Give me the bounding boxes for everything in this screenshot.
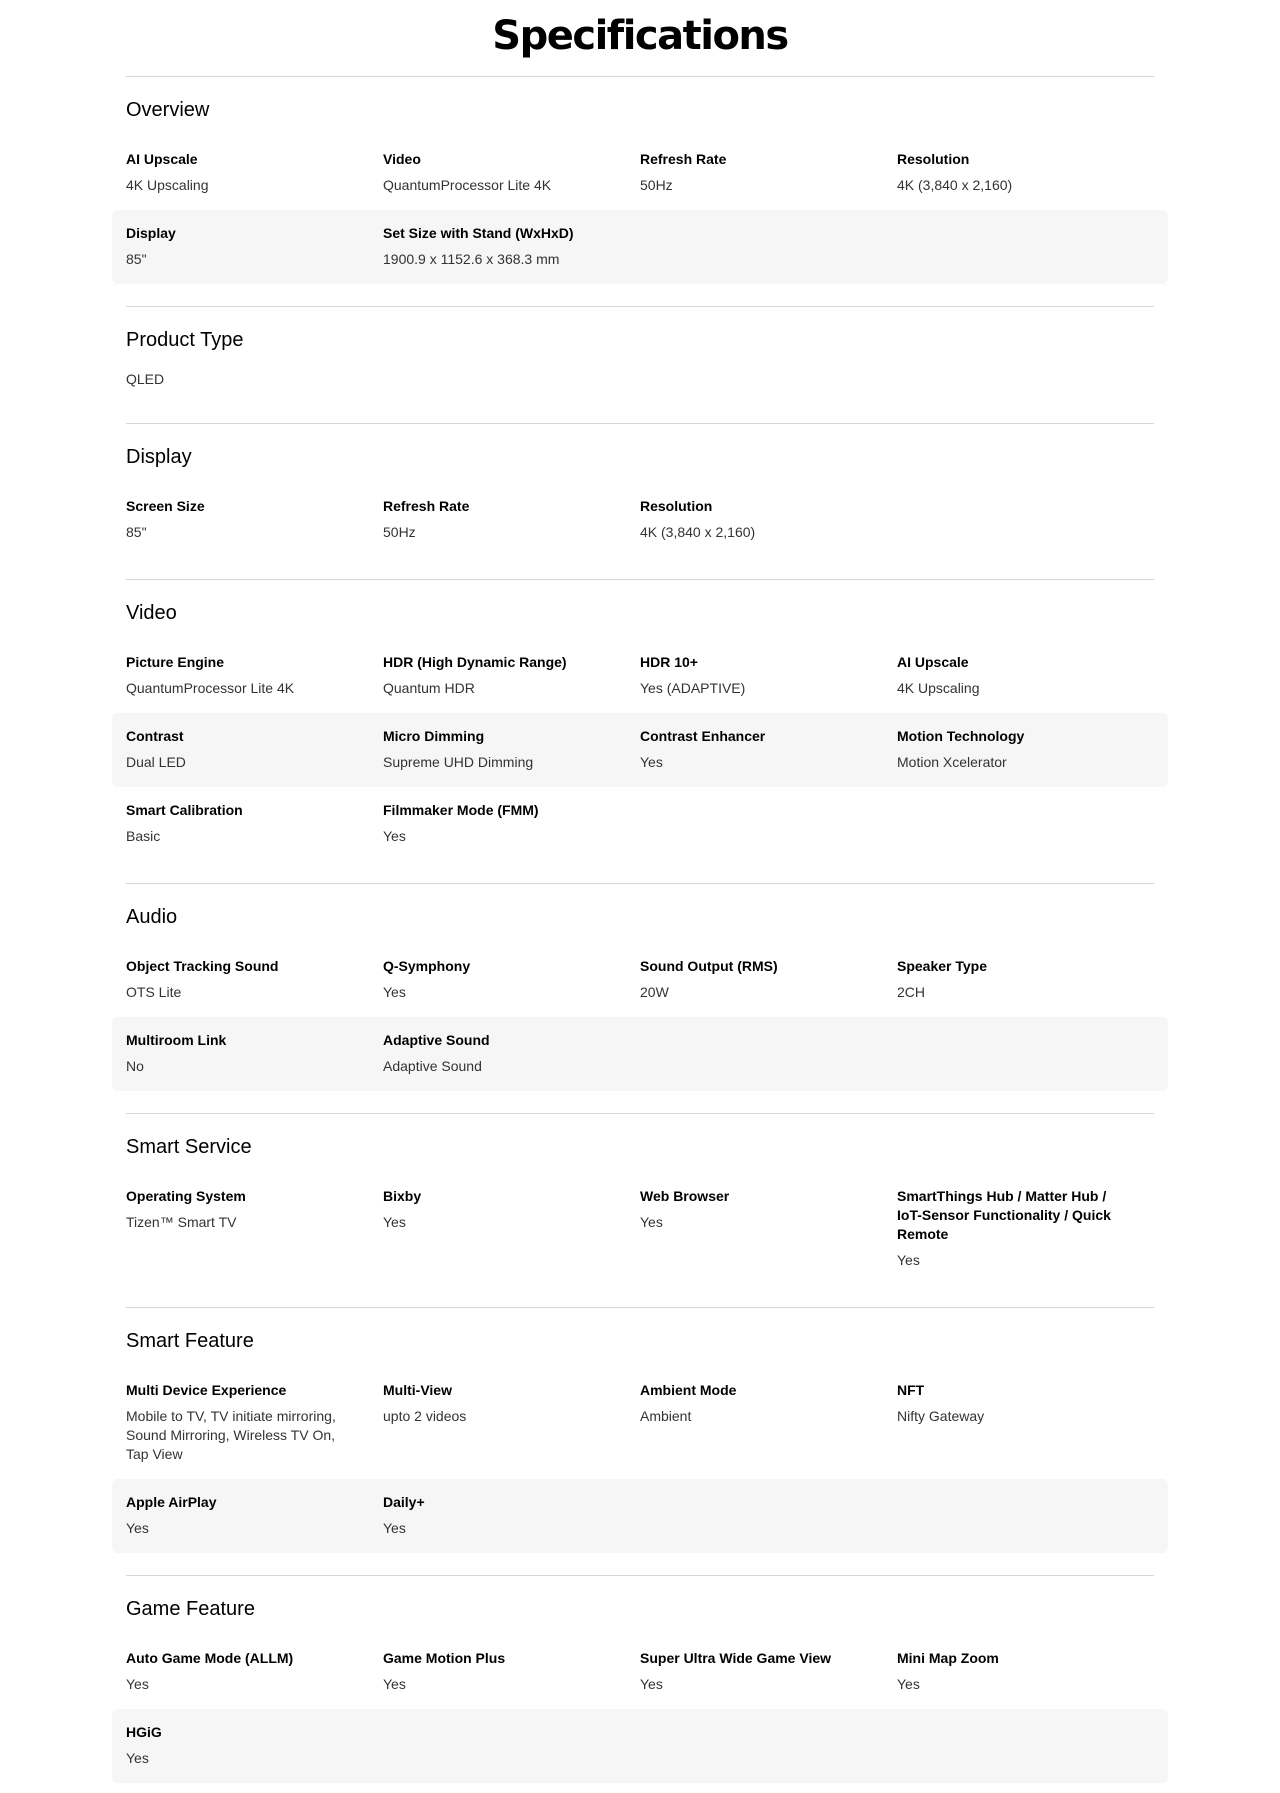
spec-label: Refresh Rate [640,151,727,167]
spec-label: Sound Output (RMS) [640,958,778,974]
spec-label: Smart Calibration [126,802,243,818]
spec-value: Yes [383,1520,406,1536]
spec-value: Ambient [640,1408,692,1424]
spec-value: 4K Upscaling [126,177,209,193]
spec-item [126,727,383,772]
spec-row [112,483,1168,557]
spec-value: Quantum HDR [383,680,475,696]
spec-item [383,1031,640,1076]
spec-item [640,653,897,698]
spec-value: 85" [126,524,147,540]
page-title: Specifications [492,13,788,59]
section-title: Smart Service [126,1136,252,1158]
spec-grid [126,1635,1154,1783]
spec-value: 20W [640,984,669,1000]
spec-value: 4K (3,840 x 2,160) [640,524,756,540]
section-title: Audio [126,906,178,928]
spec-label: Mini Map Zoom [897,1650,999,1666]
spec-item [383,1649,640,1694]
spec-label: Speaker Type [897,958,988,974]
spec-label: Super Ultra Wide Game View [640,1650,832,1666]
spec-label: Multi Device Experience [126,1382,287,1398]
spec-label: Operating System [126,1188,246,1204]
spec-row [112,639,1168,713]
spec-item [897,653,1154,698]
spec-label: Web Browser [640,1188,730,1204]
spec-item [383,801,640,846]
spec-label: Motion Technology [897,728,1025,744]
spec-row [112,787,1168,861]
spec-item [897,1649,1154,1694]
spec-item [126,1493,383,1538]
spec-value: OTS Lite [126,984,182,1000]
spec-value: Supreme UHD Dimming [383,754,534,770]
spec-value: Yes [640,754,663,770]
spec-item [640,957,897,1002]
spec-row [112,1017,1168,1091]
spec-value: Yes [126,1676,149,1692]
spec-section-overview [126,76,1154,306]
spec-row [112,1709,1168,1783]
spec-label: Set Size with Stand (WxHxD) [383,225,574,241]
section-title: Smart Feature [126,1330,254,1352]
spec-label: Picture Engine [126,654,225,670]
spec-value: Basic [126,828,161,844]
spec-label: Adaptive Sound [383,1032,490,1048]
spec-label: Q-Symphony [383,958,471,974]
spec-row [112,136,1168,210]
spec-item [383,653,640,698]
spec-value: Yes (ADAPTIVE) [640,680,746,696]
spec-label: HDR 10+ [640,654,698,670]
spec-value: Yes [897,1252,920,1268]
spec-item [126,1649,383,1694]
spec-grid [126,639,1154,861]
spec-section-video [126,579,1154,883]
spec-item [640,497,897,542]
spec-value: Mobile to TV, TV initiate mirroring, Sound Mirroring, Wireless TV On, Tap View [126,1408,336,1462]
spec-value: 50Hz [383,524,416,540]
spec-item [383,957,640,1002]
spec-section-display [126,423,1154,579]
spec-item [126,1187,383,1270]
spec-value: Yes [383,984,406,1000]
spec-value: QuantumProcessor Lite 4K [383,177,552,193]
spec-item [897,727,1154,772]
spec-value: Dual LED [126,754,186,770]
spec-value: QLED [126,371,165,387]
spec-item [383,1493,640,1538]
spec-section-game-feature [126,1575,1154,1793]
spec-label: Video [383,151,421,167]
spec-value: Yes [383,828,406,844]
section-title: Game Feature [126,1598,255,1620]
spec-item [897,957,1154,1002]
spec-label: Ambient Mode [640,1382,737,1398]
spec-row [112,1173,1168,1285]
spec-item [126,224,383,269]
spec-value: Yes [383,1214,406,1230]
spec-grid [126,483,1154,557]
spec-section-product-type [126,306,1154,423]
spec-grid [126,136,1154,284]
spec-item [383,150,640,195]
spec-value: Yes [640,1214,663,1230]
section-title: Display [126,446,192,468]
spec-label: Resolution [640,498,713,514]
spec-label: Contrast [126,728,184,744]
spec-row [112,713,1168,787]
spec-item [126,957,383,1002]
spec-row [112,1635,1168,1709]
spec-value: Yes [126,1750,149,1766]
spec-item [126,1031,383,1076]
spec-label: AI Upscale [126,151,198,167]
spec-row [112,1479,1168,1553]
spec-item [126,653,383,698]
spec-label: Resolution [897,151,970,167]
spec-grid [126,1173,1154,1285]
spec-label: Filmmaker Mode (FMM) [383,802,539,818]
spec-value: 50Hz [640,177,673,193]
spec-item [126,1381,383,1464]
spec-label: Auto Game Mode (ALLM) [126,1650,294,1666]
spec-item [383,224,640,269]
spec-label: Display [126,225,176,241]
spec-label: Bixby [383,1188,422,1204]
spec-grid [126,943,1154,1091]
spec-label: AI Upscale [897,654,969,670]
section-title: Product Type [126,329,244,351]
spec-section-audio [126,883,1154,1113]
spec-value: Yes [897,1676,920,1692]
spec-label: Apple AirPlay [126,1494,217,1510]
spec-label: Micro Dimming [383,728,485,744]
spec-value: 1900.9 x 1152.6 x 368.3 mm [383,251,560,267]
spec-sections [126,76,1154,1793]
spec-item [126,497,383,542]
spec-section-smart-feature [126,1307,1154,1575]
spec-value: Tizen™ Smart TV [126,1214,237,1230]
spec-label: Multi-View [383,1382,452,1398]
spec-label: SmartThings Hub / Matter Hub / IoT-Sensor Functionality / Quick Remote [897,1188,1111,1242]
section-title: Video [126,602,177,624]
spec-row [112,210,1168,284]
spec-item [383,1381,640,1464]
section-title: Overview [126,99,210,121]
spec-item [640,1187,897,1270]
spec-value: upto 2 videos [383,1408,467,1424]
spec-value: Adaptive Sound [383,1058,482,1074]
spec-label: NFT [897,1382,925,1398]
spec-label: Daily+ [383,1494,425,1510]
spec-item [897,1187,1154,1270]
spec-value: 2CH [897,984,926,1000]
spec-value: Yes [640,1676,663,1692]
spec-value: 4K Upscaling [897,680,980,696]
spec-row [112,943,1168,1017]
spec-item [126,150,383,195]
spec-value: Motion Xcelerator [897,754,1007,770]
spec-row [112,1367,1168,1479]
spec-label: Refresh Rate [383,498,470,514]
spec-value: Yes [126,1520,149,1536]
spec-item [383,1187,640,1270]
spec-item [126,801,383,846]
spec-value: No [126,1058,144,1074]
spec-item [640,1381,897,1464]
spec-value: Yes [383,1676,406,1692]
spec-item [897,150,1154,195]
spec-value: 85" [126,251,147,267]
spec-section-smart-service [126,1113,1154,1307]
spec-label: Object Tracking Sound [126,958,279,974]
spec-item [383,497,640,542]
spec-label: HDR (High Dynamic Range) [383,654,567,670]
spec-grid [126,1367,1154,1553]
spec-item [640,1649,897,1694]
spec-value: QuantumProcessor Lite 4K [126,680,295,696]
spec-item [640,727,897,772]
spec-item [383,727,640,772]
spec-item [126,1723,383,1768]
spec-label: Game Motion Plus [383,1650,506,1666]
spec-value: 4K (3,840 x 2,160) [897,177,1013,193]
spec-label: Contrast Enhancer [640,728,766,744]
spec-item [897,1381,1154,1464]
spec-item [640,150,897,195]
spec-value: Nifty Gateway [897,1408,985,1424]
spec-label: HGiG [126,1724,162,1740]
spec-label: Multiroom Link [126,1032,227,1048]
spec-label: Screen Size [126,498,205,514]
